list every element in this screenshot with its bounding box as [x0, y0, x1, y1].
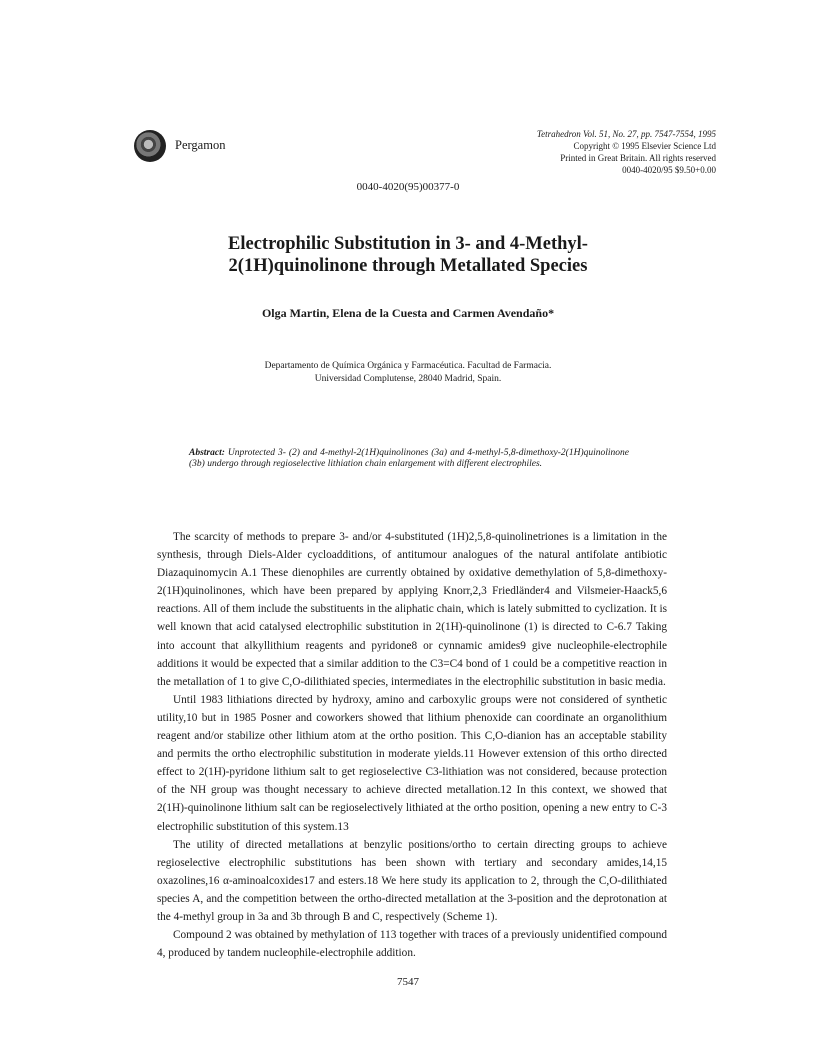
abstract — [189, 448, 629, 470]
body-text — [157, 528, 667, 962]
abstract-text: Unprotected 3- (2) and 4-methyl-2(1H)quinolinones (3a) and 4-methyl-5,8-dimethoxy-2(1H)quinolinone (3b) undergo through regioselective lithiation chain enlargement with different electrophiles. — [189, 448, 630, 469]
journal-info — [537, 128, 716, 176]
publisher-name: Pergamon — [175, 138, 226, 152]
printed-line: Printed in Great Britain. All rights reserved — [560, 153, 716, 163]
abstract-label: Abstract: — [189, 448, 225, 458]
title-line-2: 2(1H)quinolinone through Metallated Species — [228, 256, 588, 276]
journal-line: Tetrahedron Vol. 51, No. 27, pp. 7547-7554, 1995 — [536, 129, 716, 139]
affiliation-line-2: Universidad Complutense, 28040 Madrid, Spain. — [314, 374, 502, 384]
paragraph: Until 1983 lithiations directed by hydroxy, amino and carboxylic groups were not considered of synthetic utility,10 but in 1985 Posner and coworkers showed that lithium phenoxide can coordinate an organolithium reagent and/or stabilize other lithium atom at the ortho position. This C,O-dianion has an acceptable stability and permits the ortho electrophilic substitution in moderate yields.11 However extension of this ortho directed effect to 2(1H)-pyridone lithium salt to get regioselective C3-lithiation was not considered, because protection of the NH group was thought necessary to achieve directed metallation.12 In this context, we showed that 2(1H)-quinolinone lithium salt can be regioselectively lithiated at the ortho position, opening a new entry to C-3 electrophilic substitution of this system.13 — [157, 693, 667, 833]
affiliation-line-1: Departamento de Química Orgánica y Farmacéutica. Facultad de Farmacia. — [264, 361, 552, 371]
paragraph: Compound 2 was obtained by methylation of 113 together with traces of a previously unidentified compound 4, produced by tandem nucleophile-electrophile addition. — [157, 929, 667, 960]
paragraph: The utility of directed metallations at benzylic positions/ortho to certain directing groups to achieve regioselective electrophilic substitutions has been shown with tertiary and secondary amides,14,15 oxazolines,16 α-aminoalcoxides17 and esters.18 We here study its application to 2, through the C,O-dilithiated species A, and the competition between the ortho-directed metallation at the 3-position and the deprotonation at the 4-methyl group in 3a and 3b through B and C, respectively (Scheme 1). — [157, 838, 667, 923]
authors: Olga Martin, Elena de la Cuesta and Carmen Avendaño* — [261, 306, 555, 320]
page-number: 7547 — [397, 976, 419, 988]
pii-code: 0040-4020(95)00377-0 — [356, 181, 460, 193]
pergamon-logo-icon — [134, 130, 166, 162]
affiliation — [0, 360, 816, 386]
copyright-line: Copyright © 1995 Elsevier Science Ltd — [573, 141, 716, 151]
paragraph: The scarcity of methods to prepare 3- and/or 4-substituted (1H)2,5,8-quinolinetriones is a limitation in the synthesis, through Diels-Alder cycloadditions, of antitumour analogues of the natural antifolate antibiotic Diazaquinomycin A.1 These dienophiles are currently obtained by oxidative demethylation of 5,8-dimethoxy-2(1H)quinolinones, which have been prepared by applying Knorr,2,3 Friedländer4 and Vilsmeier-Haack5,6 reactions. All of them include the substituents in the aliphatic chain, which is lately submitted to cyclization. It is well known that acid catalysed electrophilic substitution in 2(1H)-quinolinone (1) is directed to C-6.7 Taking into account that alkyllithium reagents and pyridone8 or cynnamic amides9 give nucleophile-electrophile additions it would be expected that a similar addition to the C3=C4 bond of 1 could be a competitive reaction in the metallation of 1 to give C,O-dilithiated species, intermediates in the electrophilic substitution in basic media. — [157, 531, 667, 688]
issn-line: 0040-4020/95 $9.50+0.00 — [622, 165, 716, 175]
paper-title — [120, 233, 696, 277]
title-line-1: Electrophilic Substitution in 3- and 4-Methyl- — [228, 234, 588, 254]
